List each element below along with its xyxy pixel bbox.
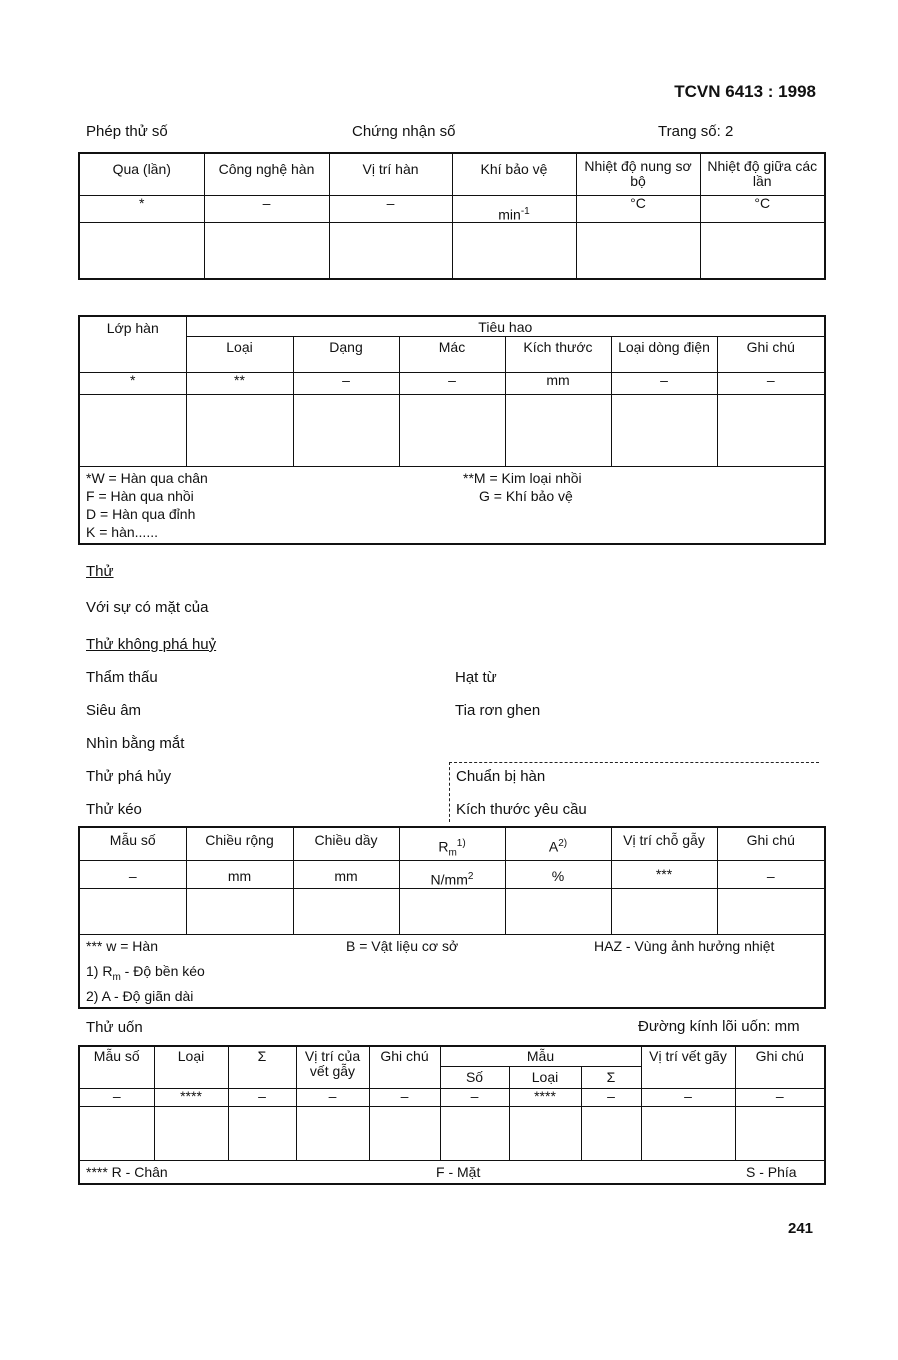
- data-cell[interactable]: [611, 394, 717, 466]
- col-header-sample: Mẫu số: [79, 827, 186, 861]
- unit-cell: **: [186, 372, 293, 394]
- unit-cell: [399, 861, 505, 889]
- footnote-2: 2) A - Độ giãn dài: [86, 988, 194, 1005]
- col-header-specimen: Mẫu: [440, 1046, 641, 1066]
- unit-cell: °C: [700, 195, 825, 223]
- mandrel-label: Đường kính lõi uốn: mm: [638, 1018, 800, 1035]
- unit-cell: –: [717, 861, 825, 889]
- col-header-thickness: Chiều dầy: [293, 827, 399, 861]
- data-cell[interactable]: [735, 1106, 825, 1160]
- pass-table: [78, 152, 826, 280]
- tests-title: Thử: [86, 563, 114, 580]
- page-number: 241: [788, 1220, 814, 1237]
- data-cell[interactable]: [296, 1106, 369, 1160]
- unit-cell: –: [293, 372, 399, 394]
- col-header-current: Loại dòng điện: [611, 336, 717, 372]
- data-cell[interactable]: [79, 889, 186, 935]
- data-cell[interactable]: [293, 394, 399, 466]
- unit-cell: [452, 195, 576, 223]
- page-number-label: Trang số: 2: [658, 123, 734, 140]
- legend-cell: [79, 935, 825, 1008]
- col-header-fracture: Vị trí chỗ gẫy: [611, 827, 717, 861]
- legend-face: F - Mặt: [436, 1163, 481, 1180]
- data-cell[interactable]: [79, 1106, 154, 1160]
- ndt-title: Thử không phá huỷ: [86, 636, 217, 653]
- unit-cell: –: [735, 1088, 825, 1106]
- col-header-sample: Mẫu số: [79, 1046, 154, 1088]
- unit-min: min: [498, 206, 521, 223]
- test-number-label: Phép thử số: [86, 123, 168, 140]
- legend-weld: *** w = Hàn: [86, 938, 158, 955]
- unit-cell: %: [505, 861, 611, 889]
- data-cell[interactable]: [399, 394, 505, 466]
- col-header-remarks: Ghi chú: [717, 336, 825, 372]
- col-header-remarks-2: Ghi chú: [735, 1046, 825, 1088]
- legend-item: F = Hàn qua nhồi: [86, 487, 194, 504]
- unit-cell: mm: [505, 372, 611, 394]
- certificate-number-label: Chứng nhận số: [352, 123, 456, 140]
- unit-cell: mm: [186, 861, 293, 889]
- legend-item: *W = Hàn qua chân: [86, 469, 208, 486]
- a-footnote: 2): [558, 838, 568, 849]
- unit-cell: ***: [611, 861, 717, 889]
- col-header-interpass: Nhiệt độ giữa các lần: [700, 153, 825, 195]
- unit-cell: –: [717, 372, 825, 394]
- unit-cell: –: [204, 195, 329, 223]
- unit-cell: –: [581, 1088, 641, 1106]
- rm-subscript: m: [448, 847, 457, 859]
- col-header-remarks: Ghi chú: [717, 827, 825, 861]
- col-header-preheat: Nhiệt độ nung sơ bộ: [576, 153, 700, 195]
- legend-cell: [79, 466, 825, 544]
- sub-header-number: Số: [440, 1066, 509, 1088]
- radiography-label: Tia rơn ghen: [455, 702, 541, 719]
- footnote-1-prefix: 1) R: [86, 963, 113, 980]
- data-cell[interactable]: [452, 223, 576, 279]
- data-cell[interactable]: [79, 223, 204, 279]
- a-symbol: A: [548, 838, 559, 855]
- consumables-table: [78, 315, 826, 545]
- data-cell[interactable]: [641, 1106, 735, 1160]
- legend-item: **M = Kim loại nhồi: [463, 469, 582, 486]
- presence-label: Với sự có mặt của: [86, 599, 209, 616]
- unit-cell: –: [369, 1088, 440, 1106]
- col-header-break-position: Vị trí vết gãy: [641, 1046, 735, 1088]
- tensile-table: [78, 826, 826, 1009]
- rm-symbol: R: [438, 838, 449, 855]
- unit-exponent: 2: [467, 871, 474, 883]
- data-cell[interactable]: [440, 1106, 509, 1160]
- col-header-rm: [399, 827, 505, 861]
- dashed-divider: [449, 762, 819, 763]
- bend-table: [78, 1045, 826, 1185]
- col-header-size: Kích thước: [505, 336, 611, 372]
- col-header-elongation: [505, 827, 611, 861]
- legend-item: K = hàn......: [86, 523, 158, 540]
- data-cell[interactable]: [717, 889, 825, 935]
- legend-item: D = Hàn qua đỉnh: [86, 505, 196, 522]
- data-cell[interactable]: [79, 394, 186, 466]
- legend-side: S - Phía: [746, 1163, 797, 1180]
- legend-root: **** R - Chân: [86, 1163, 168, 1180]
- data-cell[interactable]: [399, 889, 505, 935]
- legend-right: [463, 469, 582, 505]
- data-cell[interactable]: [329, 223, 452, 279]
- unit-cell: °C: [576, 195, 700, 223]
- unit-cell: –: [79, 861, 186, 889]
- col-header-crack-position: Vị trí của vết gẫy: [296, 1046, 369, 1088]
- col-header-sigma: Σ: [228, 1046, 296, 1088]
- layer-header: Lớp hàn: [79, 316, 186, 372]
- col-header-shield-gas: Khí bảo vệ: [452, 153, 576, 195]
- col-header-position: Vị trí hàn: [329, 153, 452, 195]
- data-cell[interactable]: [505, 394, 611, 466]
- penetrant-label: Thẩm thấu: [86, 669, 158, 686]
- tensile-label: Thử kéo: [86, 801, 142, 818]
- data-cell[interactable]: [204, 223, 329, 279]
- col-header-type: Loại: [154, 1046, 228, 1088]
- destructive-label: Thử phá hủy: [86, 768, 172, 785]
- prep-label: Chuẩn bị hàn: [456, 768, 546, 785]
- legend-cell: [79, 1160, 825, 1184]
- data-cell[interactable]: [369, 1106, 440, 1160]
- dashed-divider: [449, 762, 450, 822]
- unit-cell: ****: [154, 1088, 228, 1106]
- data-cell[interactable]: [700, 223, 825, 279]
- footnote-1-subscript: m: [112, 972, 121, 984]
- data-cell[interactable]: [228, 1106, 296, 1160]
- col-header-process: Công nghệ hàn: [204, 153, 329, 195]
- bend-title: Thử uốn: [86, 1019, 143, 1036]
- col-header-width: Chiều rộng: [186, 827, 293, 861]
- unit-exponent: -1: [520, 205, 530, 217]
- rm-footnote: 1): [456, 838, 466, 849]
- legend-base: B = Vật liệu cơ sở: [346, 938, 459, 955]
- unit-cell: –: [399, 372, 505, 394]
- footnote-1: [86, 962, 818, 987]
- data-cell[interactable]: [293, 889, 399, 935]
- unit-cell: –: [440, 1088, 509, 1106]
- col-header-type: Loại: [186, 336, 293, 372]
- unit-cell: ****: [509, 1088, 581, 1106]
- data-cell[interactable]: [154, 1106, 228, 1160]
- legend-left: [86, 469, 818, 541]
- sub-header-type: Loại: [509, 1066, 581, 1088]
- data-cell[interactable]: [186, 394, 293, 466]
- ultrasonic-label: Siêu âm: [86, 702, 142, 719]
- unit-cell: –: [329, 195, 452, 223]
- standard-number: TCVN 6413 : 1998: [674, 82, 816, 101]
- unit-cell: –: [296, 1088, 369, 1106]
- unit-nmm: N/mm: [430, 872, 468, 889]
- col-header-grade: Mác: [399, 336, 505, 372]
- sub-header-sigma: Σ: [581, 1066, 641, 1088]
- magnetic-label: Hạt từ: [455, 669, 497, 686]
- unit-cell: –: [228, 1088, 296, 1106]
- data-cell[interactable]: [505, 889, 611, 935]
- data-cell[interactable]: [581, 1106, 641, 1160]
- unit-cell: –: [79, 1088, 154, 1106]
- unit-cell: mm: [293, 861, 399, 889]
- size-req-label: Kích thước yêu cầu: [456, 801, 587, 818]
- footnote-1-text: - Độ bền kéo: [120, 963, 205, 980]
- legend-haz: HAZ - Vùng ảnh hưởng nhiệt: [594, 938, 775, 955]
- legend-item: G = Khí bảo vệ: [479, 487, 573, 504]
- col-header-form: Dạng: [293, 336, 399, 372]
- col-header-pass: Qua (lần): [79, 153, 204, 195]
- unit-cell: *: [79, 372, 186, 394]
- data-cell[interactable]: [509, 1106, 581, 1160]
- data-cell[interactable]: [186, 889, 293, 935]
- data-cell[interactable]: [611, 889, 717, 935]
- col-header-remarks: Ghi chú: [369, 1046, 440, 1088]
- data-cell[interactable]: [717, 394, 825, 466]
- unit-cell: –: [611, 372, 717, 394]
- unit-cell: –: [641, 1088, 735, 1106]
- unit-cell: *: [79, 195, 204, 223]
- consumables-header: Tiêu hao: [186, 316, 825, 336]
- data-cell[interactable]: [576, 223, 700, 279]
- visual-label: Nhìn bằng mắt: [86, 735, 185, 752]
